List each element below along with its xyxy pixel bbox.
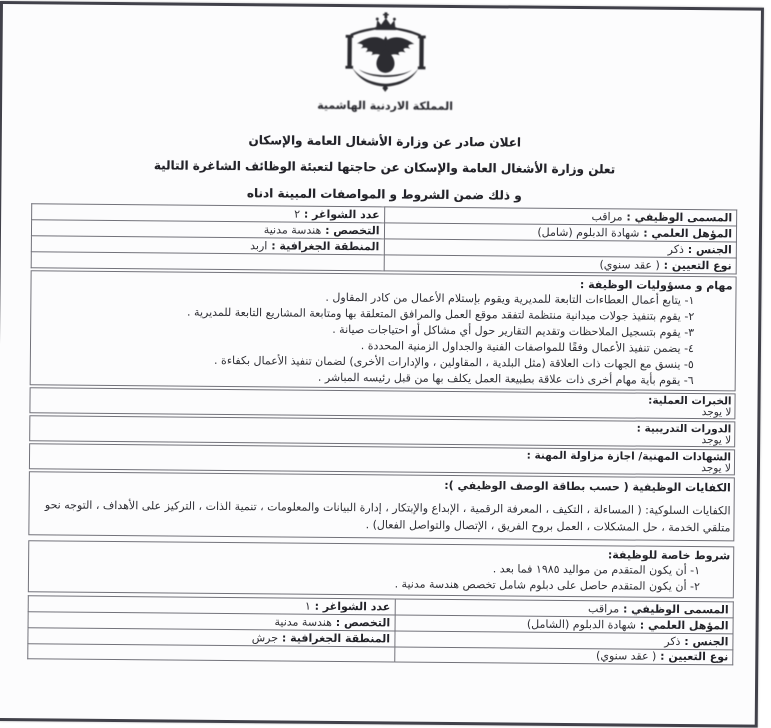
experience-value: لا يوجد bbox=[701, 406, 732, 419]
duty-item: ٥- ينسق مع الجهات ذات العلاقة (مثل البلدية ، المقاولين ، والإدارات الأخرى) لضمان تنفيذ الأعمال بكفاءة . bbox=[214, 353, 694, 372]
condition-item: ١- أن يكون المتقدم من مواليد ١٩٨٥ فما بعد . bbox=[492, 562, 701, 578]
job2-info-table bbox=[27, 595, 734, 665]
certificates-label: الشهادات المهنية/ اجازة مزاولة المهنة : bbox=[526, 449, 732, 464]
announcement-note: و ذلك ضمن الشروط و المواصفات المبينة ادناه bbox=[246, 186, 522, 203]
empty-cell bbox=[28, 644, 395, 662]
duties-section bbox=[30, 270, 737, 391]
duty-item: ٣- يقوم بتسجيل الملاحظات وتقديم التقارير حول أي مشاكل أو احتياجات صيانة . bbox=[332, 322, 695, 340]
vacancies-label: عدد الشواغر : bbox=[310, 599, 391, 613]
qualification-value: شهادة الدبلوم (شامل) bbox=[537, 225, 640, 240]
appointment-type-value: ( عقد سنوي) bbox=[599, 257, 660, 272]
certificates-section bbox=[29, 443, 735, 475]
duty-item: ٦- يقوم بأية مهام أخرى ذات علاقة بطبيعة العمل يكلف بها من قبل رئيسه المباشر . bbox=[317, 370, 694, 388]
emblem-caption: المملكة الاردنية الهاشمية bbox=[317, 98, 454, 113]
region-label: المنطقة الجغرافية : bbox=[267, 238, 380, 253]
appointment-type-label: نوع التعيين : bbox=[659, 258, 732, 272]
region-value: اربد bbox=[250, 238, 268, 252]
duties-title: مهام و مسؤوليات الوظيفة : bbox=[579, 278, 733, 293]
vacancies-value: ٢ bbox=[294, 207, 301, 221]
competencies-title: الكفايات الوظيفية ( حسب بطاقة الوصف الوظيفي ): bbox=[444, 478, 731, 495]
behavioral-competencies-text: الكفايات السلوكية: ( المساءلة ، التكيف ، المعرفة الرقمية ، الإبداع والإبتكار ، إدارة البيانات والمعلومات ، تنمية الذات ، التركيز على الأهداف ، التوجه نحو متلقي الخدمة ، حل المشكلات ، العمل بروح الفريق ، الإتصال والتواصل الفعال) . bbox=[44, 498, 731, 535]
gender-label: الجنس : bbox=[683, 242, 732, 256]
gender-value: ذكر bbox=[664, 634, 681, 648]
job-title-value: مراقب bbox=[588, 601, 620, 615]
training-value: لا يوجد bbox=[701, 434, 732, 447]
certificates-value: لا يوجد bbox=[701, 462, 732, 475]
job-title-label: المسمى الوظيفي : bbox=[622, 209, 733, 224]
appointment-type-value: ( عقد سنوي) bbox=[596, 649, 657, 663]
empty-cell bbox=[31, 252, 384, 271]
qualification-label: المؤهل العلمي : bbox=[635, 618, 729, 632]
experience-label: الخبرات العملية: bbox=[648, 394, 732, 408]
specialization-value: هندسة مدنية bbox=[274, 614, 333, 629]
gender-label: الجنس : bbox=[680, 634, 729, 648]
jordan-coat-of-arms bbox=[333, 12, 438, 97]
specialization-label: التخصص : bbox=[321, 223, 380, 237]
qualification-label: المؤهل العلمي : bbox=[639, 226, 733, 240]
announcement-subtitle: تعلن وزارة الأشغال العامة والإسكان عن حاجتها لتعبئة الوظائف الشاغرة التالية bbox=[153, 158, 616, 177]
appointment-type-cell bbox=[394, 647, 733, 665]
appointment-type-cell bbox=[384, 255, 737, 274]
vacancies-value: ١ bbox=[304, 599, 311, 613]
region-value: جرش bbox=[251, 630, 279, 644]
vacancies-label: عدد الشواغر : bbox=[300, 207, 380, 221]
announcement-title: اعلان صادر عن وزارة الأشغال العامة والإسكان bbox=[248, 133, 522, 150]
gender-value: ذكر bbox=[667, 242, 684, 256]
condition-item: ٢- أن يكون المتقدم حاصل على دبلوم شامل تخصص هندسة مدنية . bbox=[394, 576, 700, 593]
coat-of-arms-icon bbox=[333, 12, 438, 93]
duty-item: ٤- يضمن تنفيذ الأعمال وفقًا للمواصفات الفنية والجداول الزمنية المحددة . bbox=[360, 339, 695, 356]
special-conditions-section bbox=[28, 540, 734, 598]
job1-info-table bbox=[31, 203, 738, 274]
scanned-document-page bbox=[0, 1, 764, 728]
document-content bbox=[27, 9, 739, 665]
duty-item: ٢- يقوم بتنفيذ جولات ميدانية منتظمة لتفقد موقع العمل والمرافق المتعلقة بها ومتابعة المشاريع التابعة للمديرية . bbox=[187, 305, 695, 324]
experience-section bbox=[29, 387, 735, 419]
specialization-value: هندسة مدنية bbox=[263, 222, 322, 237]
specialization-label: التخصص : bbox=[331, 615, 391, 629]
qualification-value: شهادة الدبلوم (الشامل) bbox=[526, 617, 637, 632]
region-label: المنطقة الجغرافية : bbox=[278, 630, 391, 645]
job-title-value: مراقب bbox=[591, 209, 623, 223]
appointment-type-label: نوع التعيين : bbox=[656, 649, 729, 664]
job-title-label: المسمى الوظيفي : bbox=[619, 601, 729, 616]
training-section bbox=[29, 415, 735, 447]
duty-item: ١- يتابع أعمال العطاءات التابعة للمديرية ويقوم بإستلام الأعمال من كادر المقاول . bbox=[325, 290, 695, 308]
special-conditions-title: شروط خاصة للوظيفة: bbox=[607, 548, 731, 563]
training-label: الدورات التدريبية : bbox=[636, 422, 732, 436]
competencies-section bbox=[28, 471, 735, 541]
